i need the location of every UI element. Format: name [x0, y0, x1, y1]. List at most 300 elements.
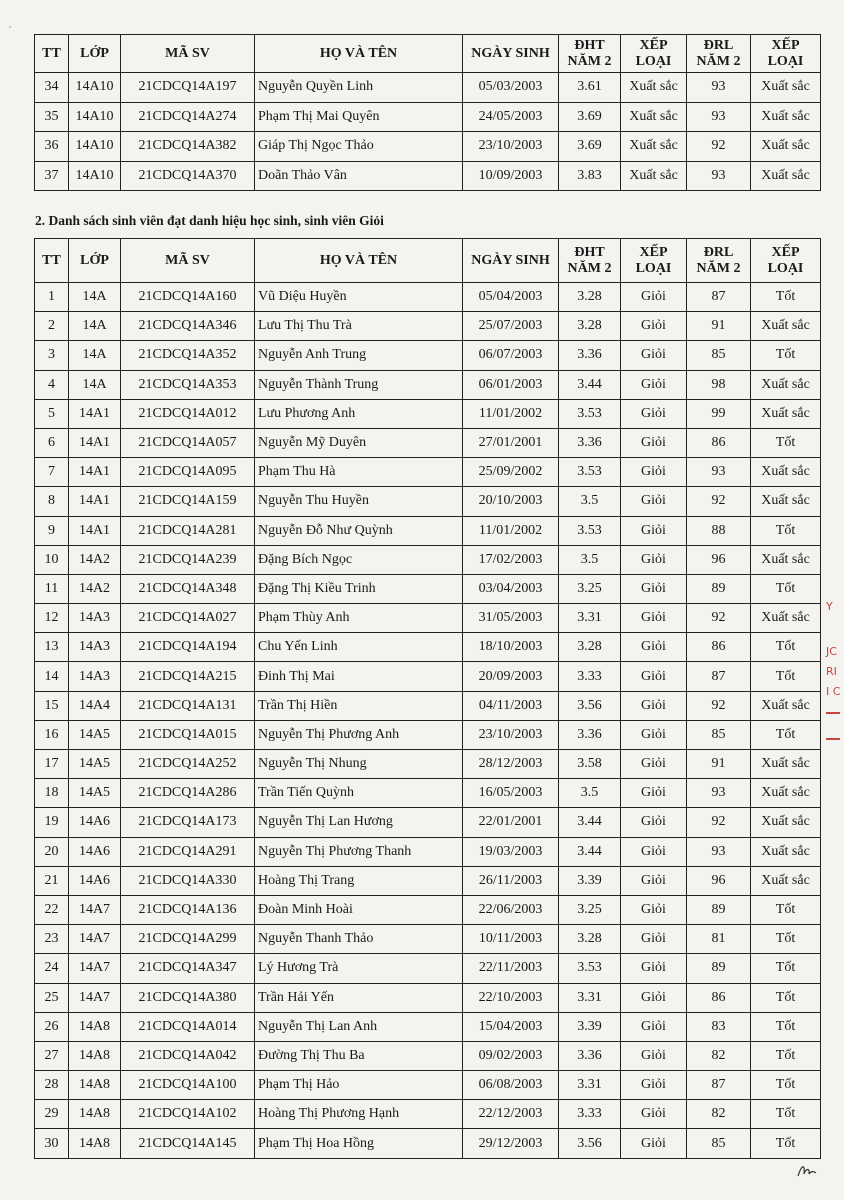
cell-dht: 3.5 — [559, 487, 621, 516]
cell-ma-sv: 21CDCQ14A352 — [121, 341, 255, 370]
cell-ngay-sinh: 18/10/2003 — [463, 633, 559, 662]
cell-drl: 93 — [687, 102, 751, 132]
cell-tt: 11 — [35, 574, 69, 603]
cell-drl: 87 — [687, 1071, 751, 1100]
cell-ngay-sinh: 22/06/2003 — [463, 895, 559, 924]
cell-tt: 14 — [35, 662, 69, 691]
cell-dht: 3.69 — [559, 102, 621, 132]
cell-xep-loai: Giỏi — [621, 428, 687, 457]
cell-tt: 13 — [35, 633, 69, 662]
cell-xep-loai: Giỏi — [621, 399, 687, 428]
cell-ma-sv: 21CDCQ14A281 — [121, 516, 255, 545]
cell-lop: 14A2 — [69, 574, 121, 603]
cell-xep-loai-2: Xuất sắc — [751, 399, 821, 428]
header-drl: ĐRL NĂM 2 — [687, 239, 751, 283]
cell-lop: 14A7 — [69, 895, 121, 924]
cell-ngay-sinh: 16/05/2003 — [463, 779, 559, 808]
cell-drl: 98 — [687, 370, 751, 399]
cell-lop: 14A1 — [69, 487, 121, 516]
cell-ho-ten: Lý Hương Trà — [255, 954, 463, 983]
cell-ma-sv: 21CDCQ14A382 — [121, 132, 255, 162]
cell-drl: 93 — [687, 837, 751, 866]
table-row — [35, 341, 821, 370]
cell-xep-loai: Giỏi — [621, 516, 687, 545]
cell-tt: 21 — [35, 866, 69, 895]
cell-xep-loai-2: Xuất sắc — [751, 161, 821, 191]
cell-ma-sv: 21CDCQ14A100 — [121, 1071, 255, 1100]
header-drl: ĐRL NĂM 2 — [687, 35, 751, 73]
cell-tt: 8 — [35, 487, 69, 516]
table-row — [35, 808, 821, 837]
cell-drl: 93 — [687, 73, 751, 103]
cell-lop: 14A10 — [69, 132, 121, 162]
cell-ngay-sinh: 20/09/2003 — [463, 662, 559, 691]
cell-drl: 92 — [687, 132, 751, 162]
cell-lop: 14A7 — [69, 954, 121, 983]
cell-ho-ten: Phạm Thị Mai Quyên — [255, 102, 463, 132]
header-xep-loai: XẾP LOẠI — [621, 239, 687, 283]
cell-xep-loai: Giỏi — [621, 720, 687, 749]
table-row — [35, 1012, 821, 1041]
cell-xep-loai-2: Tốt — [751, 925, 821, 954]
cell-ma-sv: 21CDCQ14A348 — [121, 574, 255, 603]
header-lop: LỚP — [69, 35, 121, 73]
cell-ngay-sinh: 17/02/2003 — [463, 545, 559, 574]
cell-ma-sv: 21CDCQ14A015 — [121, 720, 255, 749]
cell-xep-loai-2: Tốt — [751, 283, 821, 312]
table-row — [35, 399, 821, 428]
cell-dht: 3.53 — [559, 516, 621, 545]
cell-ho-ten: Đường Thị Thu Ba — [255, 1041, 463, 1070]
cell-xep-loai-2: Xuất sắc — [751, 132, 821, 162]
cell-ho-ten: Giáp Thị Ngọc Thảo — [255, 132, 463, 162]
cell-xep-loai-2: Tốt — [751, 954, 821, 983]
cell-xep-loai: Xuất sắc — [621, 73, 687, 103]
cell-lop: 14A7 — [69, 925, 121, 954]
cell-tt: 25 — [35, 983, 69, 1012]
table-row — [35, 604, 821, 633]
cell-dht: 3.33 — [559, 662, 621, 691]
table-row — [35, 720, 821, 749]
table-row — [35, 428, 821, 457]
cell-ngay-sinh: 15/04/2003 — [463, 1012, 559, 1041]
cell-ngay-sinh: 10/09/2003 — [463, 161, 559, 191]
cell-ngay-sinh: 27/01/2001 — [463, 428, 559, 457]
cell-dht: 3.28 — [559, 925, 621, 954]
cell-dht: 3.58 — [559, 750, 621, 779]
cell-ho-ten: Nguyễn Thị Nhung — [255, 750, 463, 779]
cell-drl: 82 — [687, 1041, 751, 1070]
cell-tt: 4 — [35, 370, 69, 399]
cell-tt: 27 — [35, 1041, 69, 1070]
table-row — [35, 837, 821, 866]
cell-dht: 3.28 — [559, 283, 621, 312]
table-row — [35, 458, 821, 487]
header-dht: ĐHT NĂM 2 — [559, 35, 621, 73]
cell-tt: 16 — [35, 720, 69, 749]
cell-ho-ten: Trần Hải Yến — [255, 983, 463, 1012]
cell-lop: 14A1 — [69, 399, 121, 428]
margin-stamp-fragment: I C — [826, 685, 841, 698]
table-row — [35, 954, 821, 983]
cell-ma-sv: 21CDCQ14A347 — [121, 954, 255, 983]
cell-lop: 14A10 — [69, 161, 121, 191]
header-tt: TT — [35, 35, 69, 73]
cell-xep-loai-2: Tốt — [751, 1100, 821, 1129]
cell-lop: 14A6 — [69, 866, 121, 895]
cell-drl: 82 — [687, 1100, 751, 1129]
table-row — [35, 1100, 821, 1129]
cell-ngay-sinh: 04/11/2003 — [463, 691, 559, 720]
cell-dht: 3.56 — [559, 691, 621, 720]
cell-ma-sv: 21CDCQ14A194 — [121, 633, 255, 662]
cell-dht: 3.53 — [559, 399, 621, 428]
cell-tt: 5 — [35, 399, 69, 428]
table-row — [35, 925, 821, 954]
cell-drl: 91 — [687, 312, 751, 341]
cell-tt: 35 — [35, 102, 69, 132]
cell-ho-ten: Phạm Thùy Anh — [255, 604, 463, 633]
cell-tt: 18 — [35, 779, 69, 808]
cell-ma-sv: 21CDCQ14A173 — [121, 808, 255, 837]
cell-lop: 14A2 — [69, 545, 121, 574]
cell-tt: 1 — [35, 283, 69, 312]
header-xep-loai: XẾP LOẠI — [621, 35, 687, 73]
cell-xep-loai-2: Xuất sắc — [751, 779, 821, 808]
cell-dht: 3.28 — [559, 312, 621, 341]
header-tt: TT — [35, 239, 69, 283]
header-dht: ĐHT NĂM 2 — [559, 239, 621, 283]
cell-lop: 14A8 — [69, 1012, 121, 1041]
table-row — [35, 633, 821, 662]
cell-ngay-sinh: 19/03/2003 — [463, 837, 559, 866]
cell-ngay-sinh: 23/10/2003 — [463, 720, 559, 749]
cell-xep-loai-2: Xuất sắc — [751, 604, 821, 633]
cell-dht: 3.25 — [559, 895, 621, 924]
cell-lop: 14A4 — [69, 691, 121, 720]
cell-xep-loai: Giỏi — [621, 283, 687, 312]
cell-dht: 3.31 — [559, 604, 621, 633]
cell-ngay-sinh: 06/08/2003 — [463, 1071, 559, 1100]
cell-xep-loai-2: Xuất sắc — [751, 102, 821, 132]
table-row — [35, 1041, 821, 1070]
cell-xep-loai-2: Tốt — [751, 1012, 821, 1041]
cell-drl: 86 — [687, 633, 751, 662]
cell-ho-ten: Trần Tiến Quỳnh — [255, 779, 463, 808]
cell-xep-loai-2: Tốt — [751, 983, 821, 1012]
cell-dht: 3.53 — [559, 458, 621, 487]
cell-xep-loai: Giỏi — [621, 954, 687, 983]
header-lop: LỚP — [69, 239, 121, 283]
margin-stamp-fragment: JC — [826, 645, 837, 658]
cell-ngay-sinh: 23/10/2003 — [463, 132, 559, 162]
section-title-gioi: 2. Danh sách sinh viên đạt danh hiệu học sinh, sinh viên Giỏi — [35, 213, 384, 228]
cell-ma-sv: 21CDCQ14A274 — [121, 102, 255, 132]
cell-dht: 3.56 — [559, 1129, 621, 1158]
cell-tt: 24 — [35, 954, 69, 983]
cell-dht: 3.25 — [559, 574, 621, 603]
cell-ngay-sinh: 22/01/2001 — [463, 808, 559, 837]
cell-tt: 7 — [35, 458, 69, 487]
cell-ma-sv: 21CDCQ14A299 — [121, 925, 255, 954]
cell-ma-sv: 21CDCQ14A027 — [121, 604, 255, 633]
cell-lop: 14A8 — [69, 1041, 121, 1070]
cell-xep-loai-2: Tốt — [751, 662, 821, 691]
cell-ho-ten: Phạm Thu Hà — [255, 458, 463, 487]
cell-drl: 93 — [687, 779, 751, 808]
cell-ngay-sinh: 20/10/2003 — [463, 487, 559, 516]
table-row — [35, 574, 821, 603]
cell-ho-ten: Phạm Thị Hoa Hồng — [255, 1129, 463, 1158]
table-row — [35, 132, 821, 162]
cell-ma-sv: 21CDCQ14A131 — [121, 691, 255, 720]
cell-ho-ten: Lưu Phương Anh — [255, 399, 463, 428]
cell-xep-loai-2: Xuất sắc — [751, 545, 821, 574]
margin-stamp-line — [826, 712, 840, 714]
cell-ho-ten: Chu Yến Linh — [255, 633, 463, 662]
cell-ngay-sinh: 28/12/2003 — [463, 750, 559, 779]
cell-xep-loai: Giỏi — [621, 633, 687, 662]
cell-ho-ten: Nguyễn Quyền Linh — [255, 73, 463, 103]
cell-tt: 34 — [35, 73, 69, 103]
table-row — [35, 161, 821, 191]
header-ma-sv: MÃ SV — [121, 35, 255, 73]
cell-ho-ten: Đoàn Minh Hoài — [255, 895, 463, 924]
table-row — [35, 283, 821, 312]
cell-xep-loai: Xuất sắc — [621, 102, 687, 132]
table-row — [35, 1129, 821, 1158]
cell-xep-loai: Giỏi — [621, 662, 687, 691]
cell-ma-sv: 21CDCQ14A239 — [121, 545, 255, 574]
cell-tt: 17 — [35, 750, 69, 779]
cell-drl: 89 — [687, 954, 751, 983]
cell-drl: 89 — [687, 574, 751, 603]
cell-ho-ten: Nguyễn Thu Huyền — [255, 487, 463, 516]
cell-drl: 96 — [687, 866, 751, 895]
cell-lop: 14A7 — [69, 983, 121, 1012]
cell-ho-ten: Doãn Thảo Vân — [255, 161, 463, 191]
cell-ma-sv: 21CDCQ14A095 — [121, 458, 255, 487]
cell-xep-loai: Giỏi — [621, 866, 687, 895]
cell-xep-loai: Giỏi — [621, 312, 687, 341]
signature-mark — [796, 1160, 818, 1180]
cell-tt: 29 — [35, 1100, 69, 1129]
table-row — [35, 983, 821, 1012]
cell-ma-sv: 21CDCQ14A014 — [121, 1012, 255, 1041]
margin-stamp-fragment: Y — [826, 600, 833, 613]
cell-ho-ten: Phạm Thị Hảo — [255, 1071, 463, 1100]
cell-lop: 14A10 — [69, 102, 121, 132]
cell-xep-loai: Giỏi — [621, 1129, 687, 1158]
cell-lop: 14A1 — [69, 458, 121, 487]
cell-ho-ten: Đặng Thị Kiều Trinh — [255, 574, 463, 603]
cell-ho-ten: Đinh Thị Mai — [255, 662, 463, 691]
table-row — [35, 370, 821, 399]
cell-xep-loai-2: Tốt — [751, 1129, 821, 1158]
cell-dht: 3.39 — [559, 866, 621, 895]
cell-tt: 28 — [35, 1071, 69, 1100]
cell-dht: 3.44 — [559, 837, 621, 866]
cell-xep-loai: Giỏi — [621, 458, 687, 487]
cell-xep-loai-2: Tốt — [751, 720, 821, 749]
table-header-row — [35, 239, 821, 283]
cell-drl: 93 — [687, 458, 751, 487]
cell-drl: 92 — [687, 487, 751, 516]
header-xep-loai-2: XẾP LOẠI — [751, 239, 821, 283]
cell-ngay-sinh: 03/04/2003 — [463, 574, 559, 603]
cell-ngay-sinh: 05/04/2003 — [463, 283, 559, 312]
cell-drl: 85 — [687, 341, 751, 370]
cell-xep-loai-2: Xuất sắc — [751, 487, 821, 516]
cell-lop: 14A1 — [69, 516, 121, 545]
cell-tt: 2 — [35, 312, 69, 341]
cell-xep-loai-2: Xuất sắc — [751, 458, 821, 487]
cell-ma-sv: 21CDCQ14A042 — [121, 1041, 255, 1070]
cell-tt: 9 — [35, 516, 69, 545]
cell-xep-loai-2: Tốt — [751, 633, 821, 662]
excellent-students-table — [34, 34, 821, 191]
cell-ma-sv: 21CDCQ14A370 — [121, 161, 255, 191]
cell-ngay-sinh: 29/12/2003 — [463, 1129, 559, 1158]
cell-xep-loai: Giỏi — [621, 574, 687, 603]
cell-drl: 89 — [687, 895, 751, 924]
table-row — [35, 662, 821, 691]
header-ngay-sinh: NGÀY SINH — [463, 239, 559, 283]
cell-xep-loai-2: Tốt — [751, 895, 821, 924]
cell-drl: 91 — [687, 750, 751, 779]
cell-lop: 14A — [69, 312, 121, 341]
header-ho-ten: HỌ VÀ TÊN — [255, 35, 463, 73]
table-header-row — [35, 35, 821, 73]
cell-lop: 14A — [69, 283, 121, 312]
cell-xep-loai: Giỏi — [621, 487, 687, 516]
cell-drl: 87 — [687, 283, 751, 312]
table-row — [35, 779, 821, 808]
cell-xep-loai-2: Xuất sắc — [751, 312, 821, 341]
cell-dht: 3.5 — [559, 779, 621, 808]
cell-drl: 87 — [687, 662, 751, 691]
header-xep-loai-2: XẾP LOẠI — [751, 35, 821, 73]
cell-xep-loai: Giỏi — [621, 925, 687, 954]
cell-drl: 86 — [687, 428, 751, 457]
cell-tt: 26 — [35, 1012, 69, 1041]
cell-lop: 14A6 — [69, 837, 121, 866]
cell-ho-ten: Nguyễn Thành Trung — [255, 370, 463, 399]
good-students-table — [34, 238, 821, 1159]
cell-ma-sv: 21CDCQ14A380 — [121, 983, 255, 1012]
cell-dht: 3.31 — [559, 983, 621, 1012]
cell-lop: 14A10 — [69, 73, 121, 103]
cell-xep-loai: Giỏi — [621, 895, 687, 924]
cell-dht: 3.31 — [559, 1071, 621, 1100]
cell-xep-loai: Giỏi — [621, 1100, 687, 1129]
cell-ho-ten: Nguyễn Thị Lan Anh — [255, 1012, 463, 1041]
cell-xep-loai: Giỏi — [621, 691, 687, 720]
cell-lop: 14A8 — [69, 1100, 121, 1129]
cell-ma-sv: 21CDCQ14A286 — [121, 779, 255, 808]
cell-tt: 10 — [35, 545, 69, 574]
cell-tt: 3 — [35, 341, 69, 370]
cell-xep-loai: Xuất sắc — [621, 161, 687, 191]
cell-xep-loai: Giỏi — [621, 1071, 687, 1100]
cell-lop: 14A3 — [69, 662, 121, 691]
cell-tt: 22 — [35, 895, 69, 924]
cell-xep-loai-2: Xuất sắc — [751, 808, 821, 837]
cell-dht: 3.5 — [559, 545, 621, 574]
cell-lop: 14A5 — [69, 750, 121, 779]
cell-ho-ten: Vũ Diệu Huyền — [255, 283, 463, 312]
cell-xep-loai: Giỏi — [621, 808, 687, 837]
cell-xep-loai: Giỏi — [621, 545, 687, 574]
cell-ngay-sinh: 09/02/2003 — [463, 1041, 559, 1070]
header-ma-sv: MÃ SV — [121, 239, 255, 283]
cell-ma-sv: 21CDCQ14A159 — [121, 487, 255, 516]
cell-ngay-sinh: 25/07/2003 — [463, 312, 559, 341]
cell-tt: 36 — [35, 132, 69, 162]
corner-tick-mark: ´ — [7, 26, 12, 37]
cell-ma-sv: 21CDCQ14A057 — [121, 428, 255, 457]
cell-ho-ten: Nguyễn Anh Trung — [255, 341, 463, 370]
cell-dht: 3.33 — [559, 1100, 621, 1129]
header-ngay-sinh: NGÀY SINH — [463, 35, 559, 73]
cell-ngay-sinh: 06/07/2003 — [463, 341, 559, 370]
cell-ngay-sinh: 11/01/2002 — [463, 399, 559, 428]
cell-xep-loai-2: Xuất sắc — [751, 370, 821, 399]
table-row — [35, 516, 821, 545]
cell-ho-ten: Hoàng Thị Trang — [255, 866, 463, 895]
cell-ho-ten: Nguyễn Thị Phương Thanh — [255, 837, 463, 866]
cell-xep-loai-2: Xuất sắc — [751, 691, 821, 720]
cell-ngay-sinh: 22/12/2003 — [463, 1100, 559, 1129]
cell-lop: 14A5 — [69, 720, 121, 749]
table-row — [35, 750, 821, 779]
cell-ma-sv: 21CDCQ14A136 — [121, 895, 255, 924]
cell-lop: 14A8 — [69, 1071, 121, 1100]
cell-ho-ten: Nguyễn Thị Phương Anh — [255, 720, 463, 749]
cell-drl: 85 — [687, 1129, 751, 1158]
cell-dht: 3.28 — [559, 633, 621, 662]
cell-dht: 3.53 — [559, 954, 621, 983]
cell-drl: 99 — [687, 399, 751, 428]
cell-drl: 92 — [687, 808, 751, 837]
cell-ma-sv: 21CDCQ14A215 — [121, 662, 255, 691]
cell-xep-loai-2: Xuất sắc — [751, 73, 821, 103]
cell-dht: 3.44 — [559, 370, 621, 399]
header-ho-ten: HỌ VÀ TÊN — [255, 239, 463, 283]
cell-dht: 3.36 — [559, 720, 621, 749]
table-row — [35, 866, 821, 895]
table-row — [35, 1071, 821, 1100]
cell-lop: 14A8 — [69, 1129, 121, 1158]
margin-stamp-fragment: RI — [826, 665, 837, 678]
table-row — [35, 487, 821, 516]
cell-ngay-sinh: 25/09/2002 — [463, 458, 559, 487]
cell-lop: 14A3 — [69, 633, 121, 662]
cell-ho-ten: Trần Thị Hiền — [255, 691, 463, 720]
cell-tt: 19 — [35, 808, 69, 837]
cell-ho-ten: Hoàng Thị Phương Hạnh — [255, 1100, 463, 1129]
cell-xep-loai-2: Xuất sắc — [751, 866, 821, 895]
cell-drl: 81 — [687, 925, 751, 954]
cell-ma-sv: 21CDCQ14A102 — [121, 1100, 255, 1129]
cell-ho-ten: Lưu Thị Thu Trà — [255, 312, 463, 341]
cell-drl: 88 — [687, 516, 751, 545]
cell-ngay-sinh: 31/05/2003 — [463, 604, 559, 633]
cell-tt: 20 — [35, 837, 69, 866]
cell-ngay-sinh: 26/11/2003 — [463, 866, 559, 895]
cell-xep-loai: Giỏi — [621, 779, 687, 808]
cell-ma-sv: 21CDCQ14A012 — [121, 399, 255, 428]
